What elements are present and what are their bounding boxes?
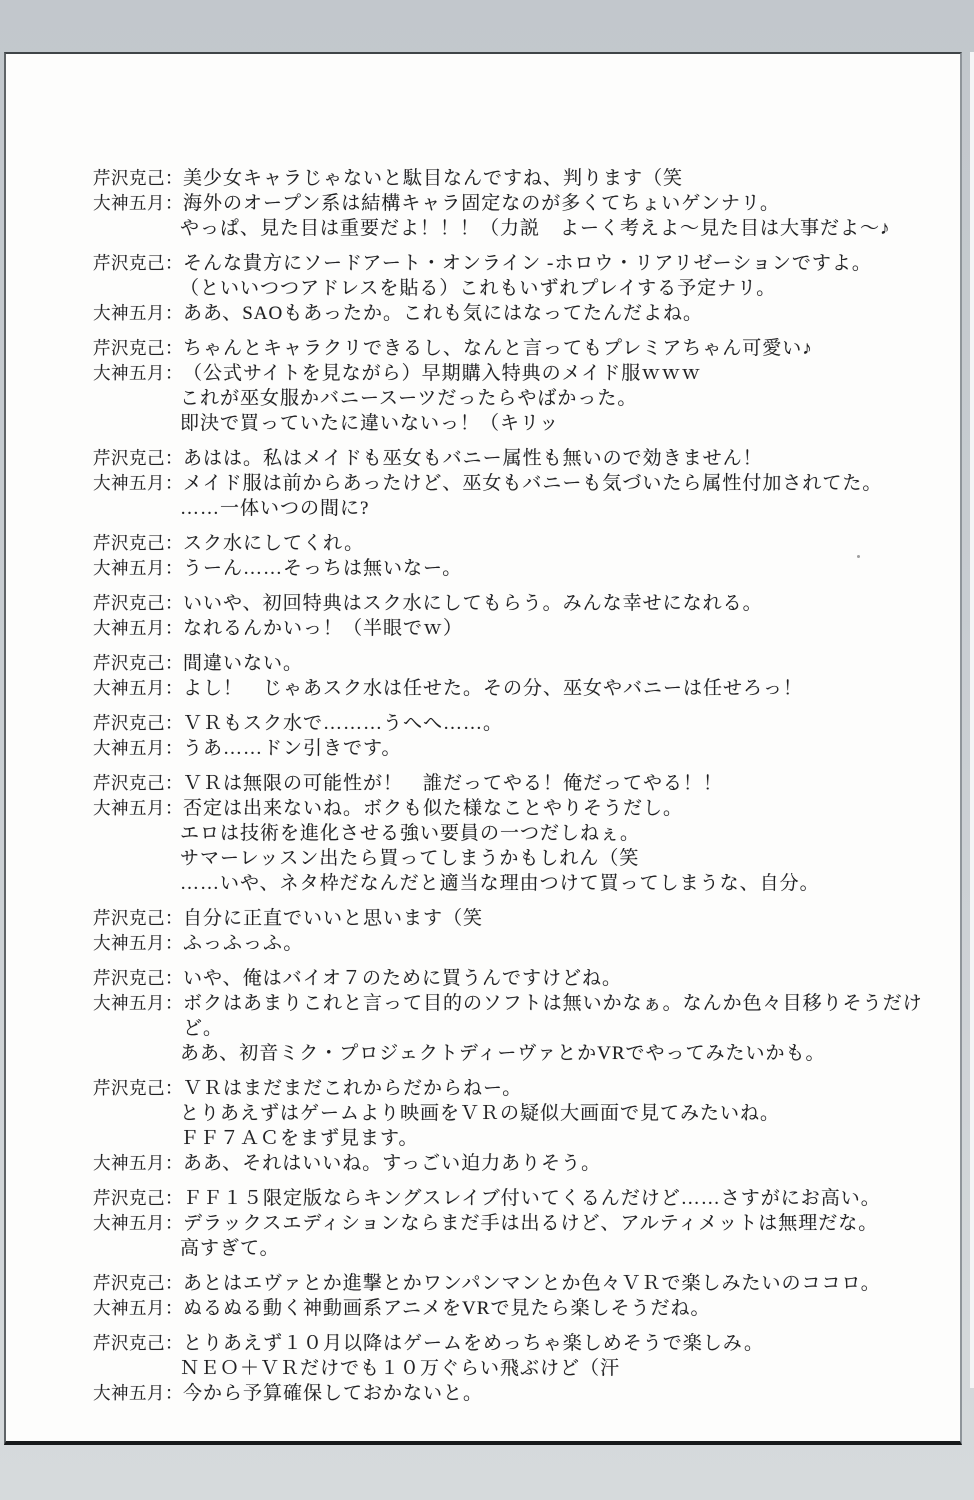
dialogue-line — [93, 676, 954, 701]
dialogue-line — [93, 616, 954, 641]
speaker-name: 大神五月： — [93, 303, 183, 323]
dialogue-text: メイド服は前からあったけど、巫女もバニーも気づいたら属性付加されてた。 — [183, 473, 883, 494]
dialogue-line — [93, 966, 954, 991]
speaker-name: 芹沢克己： — [93, 968, 183, 988]
dialogue-line — [93, 821, 954, 846]
dialogue-line — [93, 591, 954, 616]
dialogue-line — [93, 166, 954, 191]
dialogue-line — [93, 531, 954, 556]
dialogue-line — [93, 771, 954, 796]
dialogue-block — [93, 906, 954, 956]
dialogue-text: ボクはあまりこれと言って目的のソフトは無いかなぁ。なんか色々目移りそうだけど。 — [183, 993, 923, 1039]
dialogue-text: 否定は出来ないね。ボクも似た様なことやりそうだし。 — [183, 798, 684, 819]
dialogue-text: あとはエヴァとか進撃とかワンパンマンとか色々ＶＲで楽しみたいのココロ。 — [183, 1273, 881, 1294]
dialogue-block — [93, 1076, 954, 1176]
dialogue-text: ぬるぬる動く神動画系アニメをVRで見たら楽しそうだね。 — [183, 1298, 711, 1319]
dialogue-text: これが巫女服かバニースーツだったらやばかった。 — [180, 388, 638, 409]
dialogue-text: エロは技術を進化させる強い要員の一つだしねぇ。 — [180, 823, 641, 844]
dialogue-line — [93, 1356, 954, 1381]
dialogue-line — [93, 1381, 954, 1406]
speaker-name: 大神五月： — [93, 1383, 183, 1403]
dialogue-block — [93, 1186, 954, 1261]
dialogue-text: 美少女キャラじゃないと駄目なんですね、判ります（笑 — [183, 168, 684, 189]
speaker-name: 大神五月： — [93, 1153, 183, 1173]
dialogue-text: ＦＦ７ＡＣをまず見ます。 — [180, 1128, 419, 1149]
dialogue-line — [93, 386, 954, 411]
dialogue-line — [93, 1211, 954, 1236]
dialogue-line — [93, 1076, 954, 1101]
dialogue-text: 高すぎて。 — [180, 1238, 280, 1259]
speaker-name: 大神五月： — [93, 933, 183, 953]
dialogue-text: そんな貴方にソードアート・オンライン -ホロウ・リアリゼーションですよ。 — [183, 253, 872, 274]
dialogue-text: 今から予算確保しておかないと。 — [183, 1383, 484, 1404]
dialogue-text: 海外のオープン系は結構キャラ固定なのが多くてちょいゲンナリ。 — [183, 193, 780, 214]
dialogue-line — [93, 1101, 954, 1126]
dialogue-block — [93, 1271, 954, 1321]
speaker-name: 大神五月： — [93, 1213, 183, 1233]
speaker-name: 芹沢克己： — [93, 1273, 183, 1293]
dialogue-text: ああ、SAOもあったか。これも気にはなってたんだよね。 — [183, 303, 704, 324]
dialogue-line — [93, 711, 954, 736]
dialogue-line — [93, 651, 954, 676]
speaker-name: 大神五月： — [93, 558, 183, 578]
dialogue-block — [93, 531, 954, 581]
dialogue-text: いいや、初回特典はスク水にしてもらう。みんな幸せになれる。 — [183, 593, 763, 614]
dialogue-text: ふっふっふ。 — [183, 933, 304, 954]
dialogue-text: ああ、それはいいね。すっごい迫力ありそう。 — [183, 1153, 602, 1174]
dialogue-text: スク水にしてくれ。 — [183, 533, 365, 554]
dialogue-line — [93, 991, 954, 1041]
dialogue-text: なれるんかいっ！（半眼でｗ） — [183, 618, 464, 639]
dialogue-text: （といいつつアドレスを貼る）これもいずれプレイする予定ナリ。 — [180, 278, 777, 299]
dialogue-line — [93, 1296, 954, 1321]
dialogue-block — [93, 251, 954, 326]
dialogue-text: 即決で買っていたに違いないっ！（キリッ — [180, 413, 560, 434]
speaker-name: 芹沢克己： — [93, 713, 183, 733]
scan-artifact-speck — [857, 555, 860, 558]
dialogue-text: （公式サイトを見ながら）早期購入特典のメイド服ｗｗｗ — [183, 363, 702, 384]
dialogue-line — [93, 846, 954, 871]
dialogue-line — [93, 191, 954, 216]
speaker-name: 芹沢克己： — [93, 338, 183, 358]
dialogue-text: ああ、初音ミク・プロジェクトディーヴァとかVRでやってみたいかも。 — [180, 1043, 826, 1064]
dialogue-text: ＶＲもスク水で………うへへ……。 — [183, 713, 504, 734]
speaker-name: 大神五月： — [93, 993, 183, 1013]
dialogue-line — [93, 906, 954, 931]
dialogue-line — [93, 276, 954, 301]
dialogue-text: 間違いない。 — [183, 653, 304, 674]
dialogue-transcript — [93, 166, 954, 1416]
speaker-name: 芹沢克己： — [93, 448, 183, 468]
dialogue-line — [93, 556, 954, 581]
dialogue-line — [93, 1041, 954, 1066]
speaker-name: 大神五月： — [93, 678, 183, 698]
dialogue-line — [93, 736, 954, 761]
dialogue-block — [93, 771, 954, 896]
speaker-name: 芹沢克己： — [93, 1078, 183, 1098]
dialogue-line — [93, 931, 954, 956]
speaker-name: 芹沢克己： — [93, 653, 183, 673]
dialogue-line — [93, 411, 954, 436]
dialogue-line — [93, 496, 954, 521]
dialogue-text: うーん……そっちは無いなー。 — [183, 558, 463, 579]
speaker-name: 芹沢克己： — [93, 773, 183, 793]
speaker-name: 大神五月： — [93, 363, 183, 383]
dialogue-line — [93, 1126, 954, 1151]
dialogue-block — [93, 336, 954, 436]
speaker-name: 大神五月： — [93, 473, 183, 493]
speaker-name: 大神五月： — [93, 738, 183, 758]
speaker-name: 芹沢克己： — [93, 1333, 183, 1353]
dialogue-text: ＶＲはまだまだこれからだからねー。 — [183, 1078, 523, 1099]
dialogue-text: 自分に正直でいいと思います（笑 — [183, 908, 484, 929]
speaker-name: 大神五月： — [93, 798, 183, 818]
dialogue-text: ちゃんとキャラクリできるし、なんと言ってもプレミアちゃん可愛い♪ — [183, 338, 813, 359]
speaker-name: 芹沢克己： — [93, 253, 183, 273]
dialogue-text: ＶＲは無限の可能性が！ 誰だってやる！俺だってやる！！ — [183, 773, 724, 794]
dialogue-text: サマーレッスン出たら買ってしまうかもしれん（笑 — [180, 848, 640, 869]
speaker-name: 芹沢克己： — [93, 168, 183, 188]
dialogue-block — [93, 1331, 954, 1406]
dialogue-line — [93, 1331, 954, 1356]
dialogue-text: うあ……ドン引きです。 — [183, 738, 402, 759]
dialogue-line — [93, 1271, 954, 1296]
speaker-name: 芹沢克己： — [93, 593, 183, 613]
speaker-name: 大神五月： — [93, 1298, 183, 1318]
dialogue-line — [93, 871, 954, 896]
dialogue-text: いや、俺はバイオ７のために買うんですけどね。 — [183, 968, 623, 989]
dialogue-block — [93, 591, 954, 641]
dialogue-text: やっぱ、見た目は重要だよ！！！（力説 よーく考えよ～見た目は大事だよ～♪ — [180, 218, 891, 239]
dialogue-block — [93, 166, 954, 241]
dialogue-text: ……いや、ネタ枠だなんだと適当な理由つけて買ってしまうな、自分。 — [180, 873, 820, 894]
dialogue-text: ……一体いつの間に? — [180, 498, 370, 519]
dialogue-text: ＦＦ１５限定版ならキングスレイブ付いてくるんだけど……さすがにお高い。 — [183, 1188, 881, 1209]
scan-edge-sliver — [970, 52, 974, 1388]
dialogue-line — [93, 1236, 954, 1261]
dialogue-line — [93, 471, 954, 496]
paper-page — [4, 52, 962, 1445]
dialogue-block — [93, 966, 954, 1066]
dialogue-line — [93, 446, 954, 471]
speaker-name: 大神五月： — [93, 618, 183, 638]
speaker-name: 大神五月： — [93, 193, 183, 213]
dialogue-line — [93, 301, 954, 326]
dialogue-line — [93, 336, 954, 361]
dialogue-text: よし！ じゃあスク水は任せた。その分、巫女やバニーは任せろっ！ — [183, 678, 804, 699]
dialogue-line — [93, 361, 954, 386]
dialogue-block — [93, 446, 954, 521]
dialogue-line — [93, 796, 954, 821]
speaker-name: 芹沢克己： — [93, 908, 183, 928]
speaker-name: 芹沢克己： — [93, 1188, 183, 1208]
dialogue-block — [93, 711, 954, 761]
dialogue-text: あはは。私はメイドも巫女もバニー属性も無いので効きません！ — [183, 448, 763, 469]
dialogue-line — [93, 216, 954, 241]
dialogue-text: とりあえずはゲームより映画をＶＲの疑似大画面で見てみたいね。 — [180, 1103, 781, 1124]
dialogue-text: デラックスエディションならまだ手は出るけど、アルティメットは無理だな。 — [183, 1213, 879, 1234]
dialogue-line — [93, 1186, 954, 1211]
speaker-name: 芹沢克己： — [93, 533, 183, 553]
dialogue-line — [93, 251, 954, 276]
dialogue-block — [93, 651, 954, 701]
dialogue-line — [93, 1151, 954, 1176]
dialogue-text: ＮＥＯ＋ＶＲだけでも１０万ぐらい飛ぶけど（汗 — [180, 1358, 621, 1379]
dialogue-text: とりあえず１０月以降はゲームをめっちゃ楽しめそうで楽しみ。 — [183, 1333, 764, 1354]
